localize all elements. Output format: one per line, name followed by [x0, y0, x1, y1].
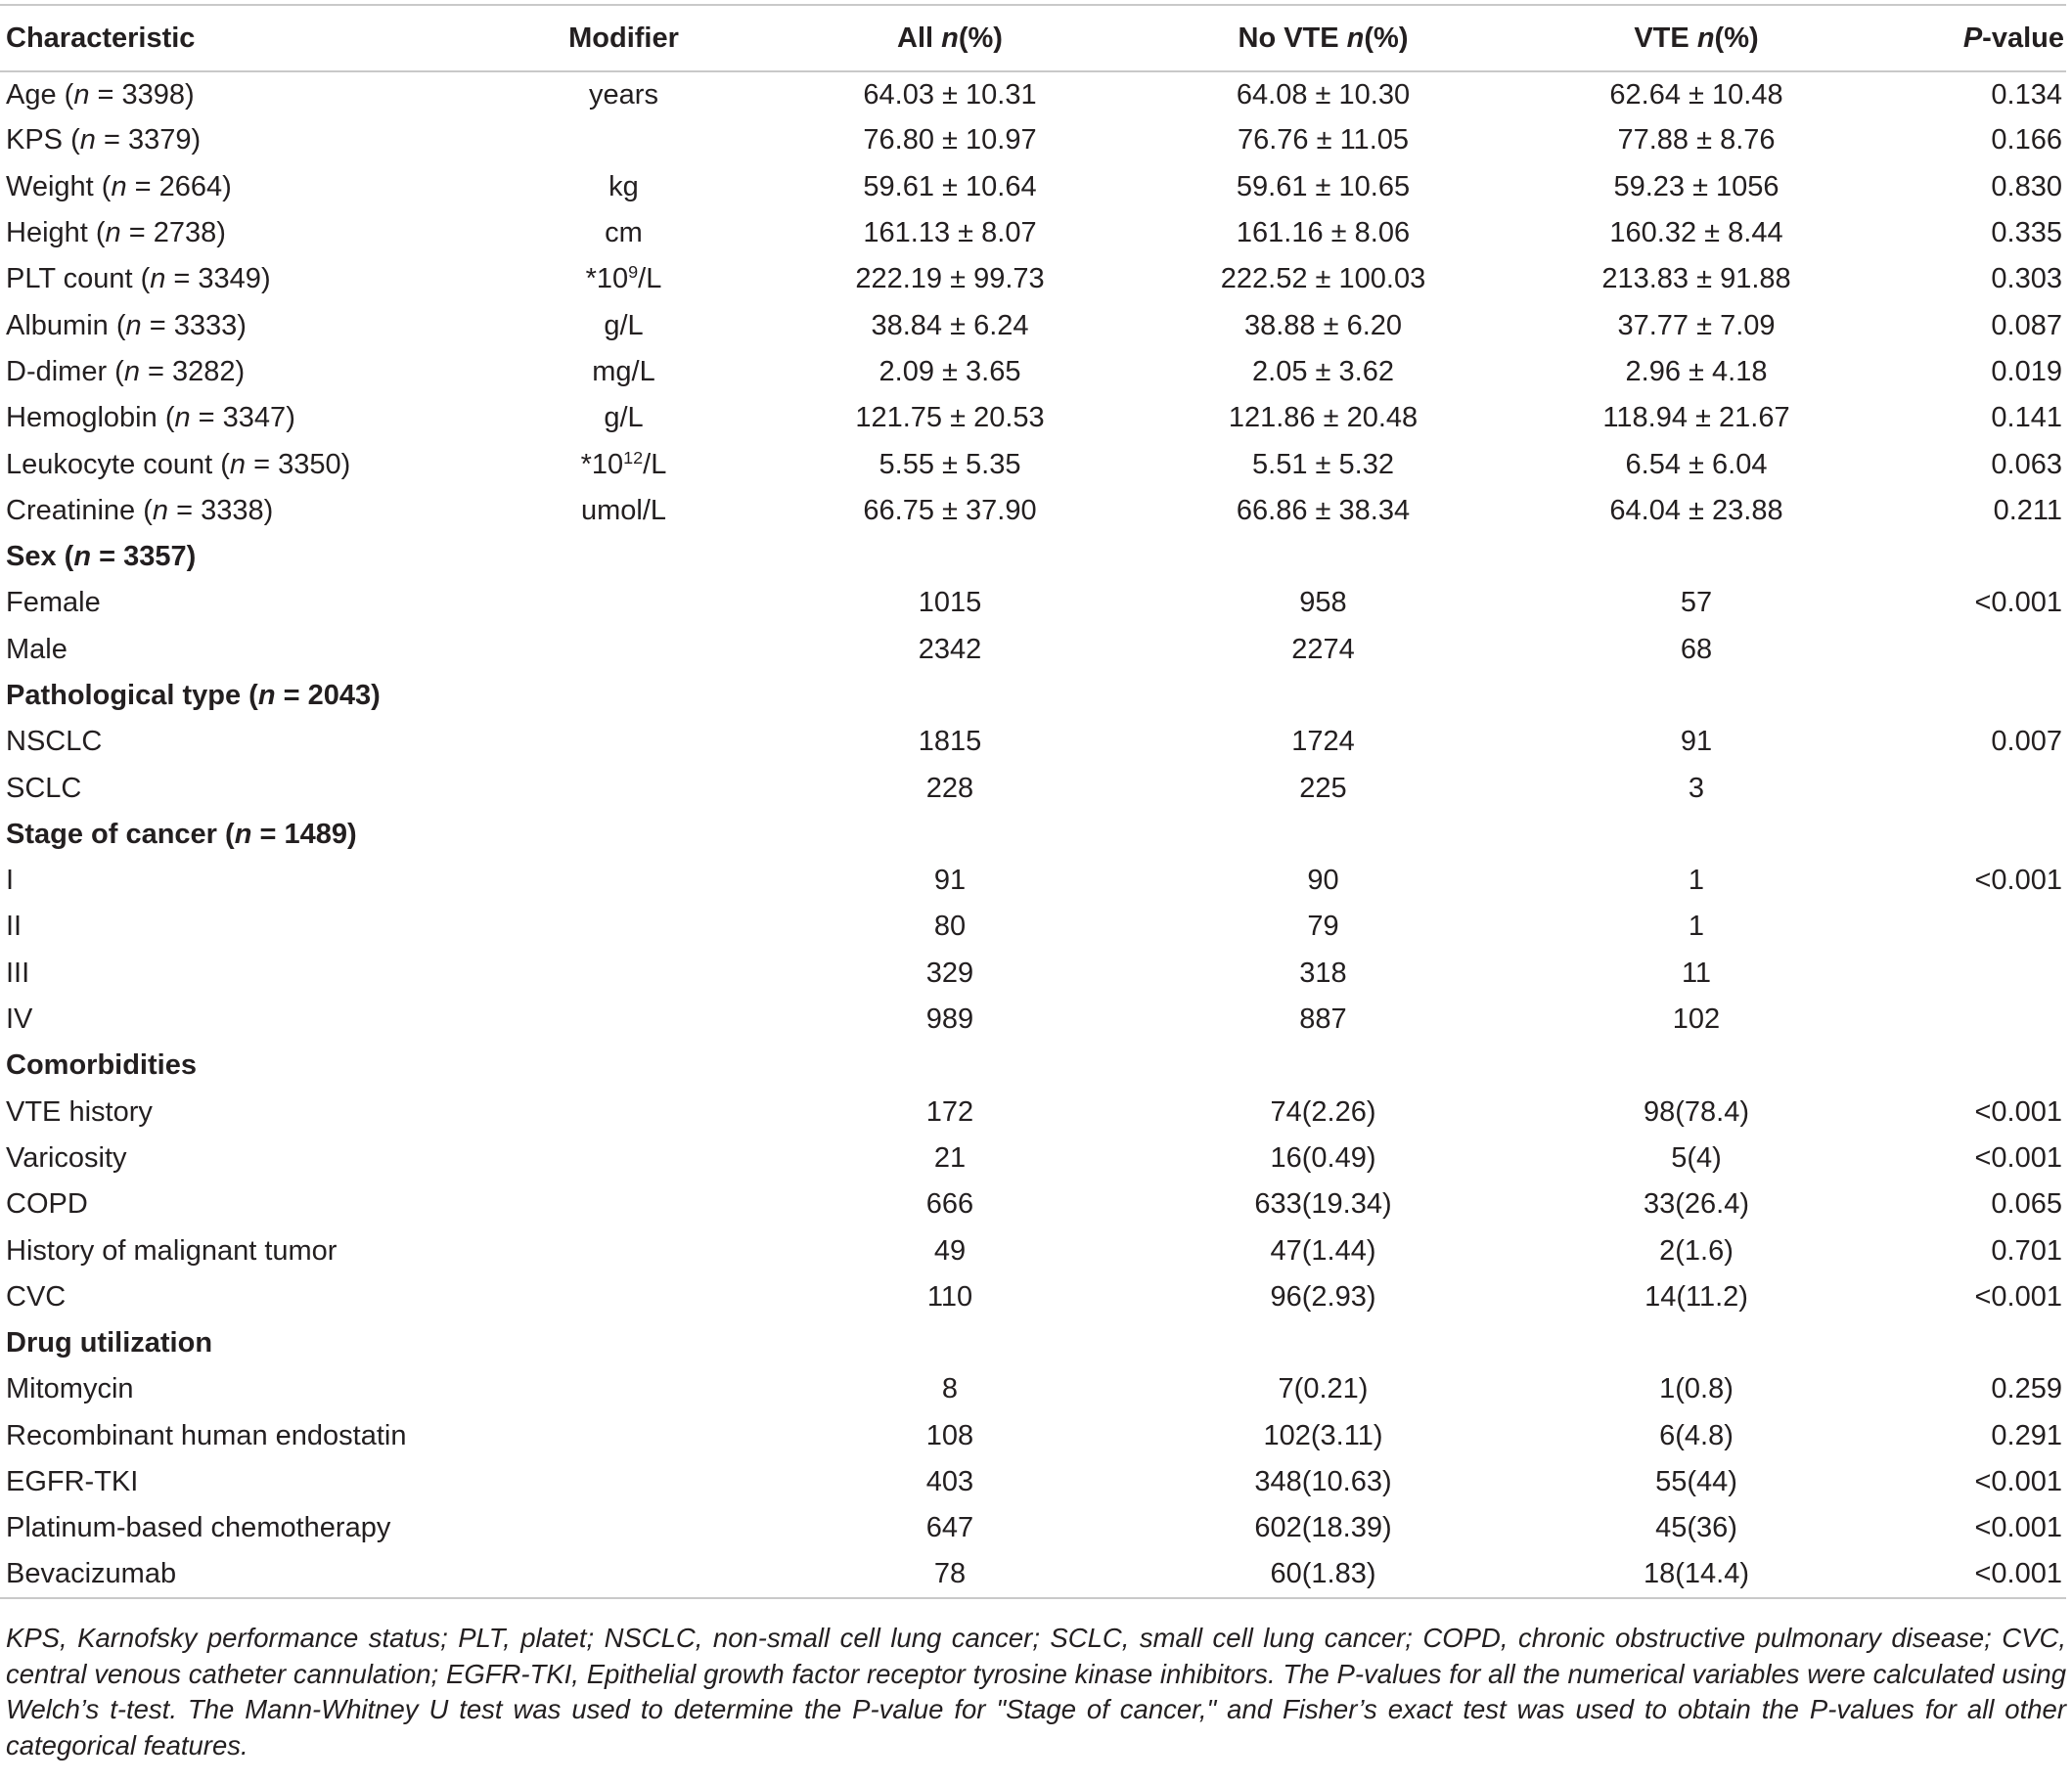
table-row: [0, 858, 2066, 904]
cell-vte: 5(4): [1671, 1141, 1722, 1174]
cell-vte: 59.23 ± 1056: [1613, 170, 1779, 202]
cell-all: 5.55 ± 5.35: [878, 448, 1021, 480]
cell-modifier: [489, 719, 758, 765]
cell-characteristic: History of malignant tumor: [6, 1234, 338, 1267]
cell-all: 8: [941, 1373, 959, 1405]
table-row: [0, 488, 2066, 534]
cell-vte: 45(36): [1655, 1512, 1737, 1544]
cell-pvalue: [1888, 534, 2066, 580]
cell-characteristic: Leukocyte count (n = 3350): [6, 448, 351, 480]
cell-pvalue: <0.001: [1974, 1466, 2062, 1498]
cell-modifier: [489, 1043, 758, 1089]
cell-modifier: [489, 1366, 758, 1412]
cell-no-vte: 64.08 ± 10.30: [1236, 78, 1411, 111]
cell-characteristic: PLT count (n = 3349): [6, 263, 271, 295]
cell-pvalue: [1888, 627, 2066, 673]
table-footnote: KPS, Karnofsky performance status; PLT, platet; NSCLC, non-small cell lung cancer; SCLC, small cell lung cancer; COPD, chronic obstructive pulmonary disease; CVC, central venous catheter cannulation; EGFR-TKI, Epithelial growth factor receptor tyrosine kinase inhibitors. The P-values for all the numerical variables were calculated using Welch’s t-test. The Mann-Whitney U test was used to determine the P-value for "Stage of cancer," and Fisher’s exact test was used to obtain the P-values for all other categorical features.: [6, 1623, 2066, 1761]
cell-pvalue: [1888, 812, 2066, 858]
cell-no-vte: 633(19.34): [1254, 1188, 1392, 1221]
group-header-row: [0, 1043, 2066, 1089]
cell-no-vte: 958: [1299, 587, 1347, 619]
table-row: [0, 904, 2066, 950]
cell-all: 989: [925, 1003, 974, 1036]
cell-no-vte: 74(2.26): [1270, 1095, 1376, 1128]
cell-no-vte: 2274: [1291, 633, 1355, 665]
cell-no-vte: [1142, 1320, 1505, 1366]
table-row: [0, 164, 2066, 210]
table-row: [0, 256, 2066, 302]
cell-modifier: [489, 1090, 758, 1136]
cell-no-vte: 66.86 ± 38.34: [1236, 494, 1411, 526]
cell-vte: 11: [1681, 957, 1712, 989]
cell-all: 2.09 ± 3.65: [878, 355, 1021, 387]
cell-characteristic: Male: [6, 633, 68, 665]
cell-characteristic: Recombinant human endostatin: [6, 1419, 407, 1451]
cell-pvalue: 0.211: [1993, 494, 2062, 526]
characteristics-table: [0, 4, 2066, 1599]
cell-vte: 160.32 ± 8.44: [1609, 217, 1783, 249]
cell-characteristic: EGFR-TKI: [6, 1466, 139, 1498]
cell-vte: [1505, 1043, 1888, 1089]
cell-modifier: g/L: [604, 309, 644, 341]
cell-all: 329: [925, 957, 974, 989]
table-row: [0, 719, 2066, 765]
cell-no-vte: 348(10.63): [1254, 1466, 1392, 1498]
cell-modifier: [489, 951, 758, 997]
table-row: [0, 1181, 2066, 1227]
cell-no-vte: 602(18.39): [1254, 1512, 1392, 1544]
cell-all: [758, 812, 1142, 858]
cell-modifier: [489, 534, 758, 580]
cell-no-vte: 90: [1307, 865, 1339, 897]
cell-vte: 102: [1672, 1003, 1721, 1036]
cell-no-vte: 47(1.44): [1270, 1234, 1376, 1267]
cell-no-vte: 7(0.21): [1278, 1373, 1369, 1405]
cell-pvalue: <0.001: [1974, 1512, 2062, 1544]
cell-all: 38.84 ± 6.24: [871, 309, 1029, 341]
cell-vte: 57: [1680, 587, 1713, 619]
cell-all: 1815: [918, 726, 982, 758]
cell-modifier: [489, 997, 758, 1043]
cell-characteristic: Weight (n = 2664): [6, 170, 232, 202]
cell-modifier: $*10^{12}/L$: [580, 447, 667, 480]
cell-pvalue: [1888, 673, 2066, 719]
cell-modifier: [489, 858, 758, 904]
cell-pvalue: 0.303: [1991, 263, 2062, 295]
cell-all: 647: [925, 1512, 974, 1544]
cell-all: 64.03 ± 10.31: [863, 78, 1037, 111]
cell-no-vte: 59.61 ± 10.65: [1236, 170, 1411, 202]
cell-modifier: [489, 117, 758, 163]
cell-all: 228: [925, 772, 974, 804]
cell-all: 1015: [918, 587, 982, 619]
cell-all: 161.13 ± 8.07: [863, 217, 1037, 249]
table-row: [0, 1459, 2066, 1505]
cell-no-vte: [1142, 1043, 1505, 1089]
cell-all: 121.75 ± 20.53: [855, 402, 1045, 434]
cell-pvalue: [1888, 951, 2066, 997]
cell-vte: 37.77 ± 7.09: [1617, 309, 1776, 341]
cell-characteristic: NSCLC: [6, 726, 103, 758]
cell-modifier: [489, 1413, 758, 1459]
cell-modifier: [489, 765, 758, 811]
cell-no-vte: 318: [1299, 957, 1347, 989]
cell-pvalue: <0.001: [1974, 1095, 2062, 1128]
cell-modifier: [489, 1459, 758, 1505]
cell-modifier: $*10^9/L$: [585, 262, 662, 295]
cell-characteristic: Hemoglobin (n = 3347): [6, 402, 295, 434]
cell-vte: 2.96 ± 4.18: [1625, 355, 1768, 387]
table-row: [0, 302, 2066, 348]
cell-modifier: [489, 673, 758, 719]
cell-pvalue: 0.063: [1991, 448, 2062, 480]
header-row: [0, 5, 2066, 71]
table-row: [0, 951, 2066, 997]
table-row: [0, 1366, 2066, 1412]
cell-pvalue: <0.001: [1888, 1552, 2066, 1598]
table-row: [0, 997, 2066, 1043]
cell-characteristic: VTE history: [6, 1095, 153, 1128]
cell-modifier: [489, 812, 758, 858]
cell-characteristic: D-dimer (n = 3282): [6, 355, 246, 387]
table-row: [0, 1227, 2066, 1273]
cell-all: 222.19 ± 99.73: [855, 263, 1045, 295]
cell-pvalue: 0.019: [1991, 355, 2062, 387]
cell-all: 66.75 ± 37.90: [863, 494, 1037, 526]
cell-all: [758, 673, 1142, 719]
cell-vte: 18(14.4): [1505, 1552, 1888, 1598]
cell-characteristic: Bevacizumab: [0, 1552, 489, 1598]
cell-all: 403: [925, 1466, 974, 1498]
cell-vte: 213.83 ± 91.88: [1601, 263, 1791, 295]
cell-vte: 1: [1688, 865, 1705, 897]
cell-characteristic: Age (n = 3398): [6, 78, 195, 111]
group-header-row: [0, 673, 2066, 719]
cell-vte: 6.54 ± 6.04: [1625, 448, 1768, 480]
cell-modifier: g/L: [604, 402, 644, 434]
cell-modifier: cm: [605, 217, 643, 249]
cell-vte: 68: [1680, 633, 1713, 665]
cell-vte: 62.64 ± 10.48: [1609, 78, 1783, 111]
cell-characteristic: Creatinine (n = 3338): [6, 494, 274, 526]
cell-vte: 98(78.4): [1643, 1095, 1749, 1128]
cell-characteristic: Drug utilization: [6, 1327, 213, 1360]
cell-modifier: [489, 1136, 758, 1181]
cell-pvalue: <0.001: [1974, 865, 2062, 897]
cell-characteristic: Height (n = 2738): [6, 217, 226, 249]
cell-all: 172: [925, 1095, 974, 1128]
cell-modifier: [489, 1552, 758, 1598]
cell-all: 78: [758, 1552, 1142, 1598]
cell-characteristic: Sex (n = 3357): [6, 541, 197, 573]
header-characteristic: Characteristic: [0, 5, 489, 71]
cell-vte: 2(1.6): [1659, 1234, 1734, 1267]
cell-characteristic: III: [6, 957, 30, 989]
cell-characteristic: I: [6, 865, 15, 897]
cell-vte: [1505, 812, 1888, 858]
table-header: [0, 5, 2066, 71]
cell-characteristic: Albumin (n = 3333): [6, 309, 247, 341]
cell-vte: 55(44): [1655, 1466, 1737, 1498]
table-row: [0, 1552, 2066, 1598]
cell-modifier: umol/L: [580, 494, 667, 526]
cell-no-vte: 38.88 ± 6.20: [1243, 309, 1403, 341]
cell-no-vte: 96(2.93): [1270, 1280, 1376, 1313]
cell-characteristic: Varicosity: [6, 1141, 127, 1174]
cell-all: [758, 1043, 1142, 1089]
table-row: [0, 441, 2066, 487]
cell-pvalue: [1888, 765, 2066, 811]
cell-pvalue: 0.291: [1991, 1419, 2062, 1451]
group-header-row: [0, 812, 2066, 858]
cell-pvalue: 0.141: [1991, 402, 2062, 434]
table-row: [0, 1413, 2066, 1459]
cell-all: 110: [926, 1280, 973, 1313]
table-row: [0, 210, 2066, 256]
cell-no-vte: 16(0.49): [1270, 1141, 1376, 1174]
cell-modifier: [489, 627, 758, 673]
cell-vte: 3: [1688, 772, 1705, 804]
table-row: [0, 1505, 2066, 1551]
cell-pvalue: [1888, 1320, 2066, 1366]
cell-no-vte: 1724: [1291, 726, 1355, 758]
cell-vte: [1505, 673, 1888, 719]
cell-pvalue: 0.087: [1991, 309, 2062, 341]
header-all: All n(%): [758, 5, 1142, 71]
header-vte: VTE n(%): [1505, 5, 1888, 71]
cell-no-vte: 79: [1307, 911, 1339, 943]
table-row: [0, 580, 2066, 626]
cell-characteristic: Platinum-based chemotherapy: [6, 1512, 391, 1544]
cell-all: 108: [925, 1419, 974, 1451]
cell-all: 91: [933, 865, 967, 897]
cell-all: 49: [933, 1234, 967, 1267]
cell-vte: 33(26.4): [1643, 1188, 1749, 1221]
table-row: [0, 1274, 2066, 1320]
cell-no-vte: 60(1.83): [1142, 1552, 1505, 1598]
cell-all: 76.80 ± 10.97: [863, 124, 1037, 156]
table-row: [0, 71, 2066, 117]
header-modifier: Modifier: [489, 5, 758, 71]
cell-vte: 6(4.8): [1659, 1419, 1734, 1451]
cell-pvalue: [1888, 1043, 2066, 1089]
cell-vte: 1: [1688, 911, 1705, 943]
cell-pvalue: <0.001: [1974, 1280, 2062, 1313]
cell-pvalue: 0.134: [1991, 78, 2062, 111]
cell-no-vte: 121.86 ± 20.48: [1228, 402, 1419, 434]
cell-no-vte: [1142, 673, 1505, 719]
cell-modifier: kg: [608, 170, 639, 202]
header-pvalue: P-value: [1888, 5, 2066, 71]
cell-vte: 1(0.8): [1659, 1373, 1734, 1405]
cell-pvalue: 0.701: [1991, 1234, 2062, 1267]
cell-characteristic: Comorbidities: [6, 1049, 197, 1082]
table-row: [0, 765, 2066, 811]
cell-pvalue: [1888, 904, 2066, 950]
cell-characteristic: KPS (n = 3379): [6, 124, 202, 156]
cell-vte: 14(11.2): [1644, 1280, 1748, 1313]
cell-all: [758, 534, 1142, 580]
table-row: [0, 349, 2066, 395]
cell-no-vte: 5.51 ± 5.32: [1252, 448, 1394, 480]
cell-pvalue: 0.335: [1991, 217, 2062, 249]
cell-modifier: [489, 1227, 758, 1273]
cell-all: [758, 1320, 1142, 1366]
cell-pvalue: [1888, 997, 2066, 1043]
cell-modifier: [489, 1320, 758, 1366]
table-row: [0, 1136, 2066, 1181]
table-body: [0, 71, 2066, 1598]
cell-vte: 64.04 ± 23.88: [1609, 494, 1783, 526]
cell-modifier: mg/L: [592, 355, 655, 387]
cell-pvalue: 0.166: [1991, 124, 2062, 156]
cell-vte: [1505, 534, 1888, 580]
cell-characteristic: Female: [6, 587, 101, 619]
cell-no-vte: [1142, 812, 1505, 858]
cell-modifier: [489, 1274, 758, 1320]
cell-characteristic: SCLC: [6, 772, 82, 804]
cell-modifier: [489, 904, 758, 950]
cell-vte: 91: [1680, 726, 1713, 758]
cell-no-vte: 102(3.11): [1263, 1419, 1383, 1451]
cell-characteristic: Pathological type (n = 2043): [6, 680, 381, 711]
cell-pvalue: 0.259: [1991, 1373, 2062, 1405]
cell-no-vte: 161.16 ± 8.06: [1236, 217, 1411, 249]
cell-no-vte: 76.76 ± 11.05: [1237, 124, 1410, 156]
table-row: [0, 395, 2066, 441]
cell-pvalue: 0.065: [1991, 1188, 2062, 1221]
table-row: [0, 1090, 2066, 1136]
cell-pvalue: 0.007: [1991, 726, 2062, 758]
cell-all: 666: [925, 1188, 974, 1221]
cell-characteristic: Stage of cancer (n = 1489): [6, 818, 357, 850]
cell-characteristic: Mitomycin: [6, 1373, 134, 1405]
cell-all: 2342: [918, 633, 982, 665]
cell-all: 80: [933, 911, 967, 943]
cell-characteristic: IV: [6, 1003, 33, 1036]
group-header-row: [0, 1320, 2066, 1366]
cell-pvalue: <0.001: [1974, 1141, 2062, 1174]
table-row: [0, 117, 2066, 163]
cell-vte: [1505, 1320, 1888, 1366]
cell-characteristic: II: [6, 911, 23, 943]
cell-modifier: [489, 1181, 758, 1227]
cell-characteristic: CVC: [6, 1280, 67, 1313]
group-header-row: [0, 534, 2066, 580]
cell-all: 59.61 ± 10.64: [863, 170, 1037, 202]
cell-no-vte: [1142, 534, 1505, 580]
cell-modifier: [489, 1505, 758, 1551]
cell-no-vte: 2.05 ± 3.62: [1252, 355, 1394, 387]
cell-vte: 77.88 ± 8.76: [1617, 124, 1776, 156]
cell-characteristic: COPD: [6, 1188, 88, 1221]
cell-modifier: years: [589, 78, 658, 111]
cell-no-vte: 222.52 ± 100.03: [1220, 263, 1426, 295]
cell-modifier: [489, 580, 758, 626]
cell-all: 21: [933, 1141, 967, 1174]
cell-no-vte: 887: [1299, 1003, 1347, 1036]
cell-no-vte: 225: [1299, 772, 1347, 804]
cell-pvalue: <0.001: [1974, 587, 2062, 619]
table-row: [0, 627, 2066, 673]
cell-vte: 118.94 ± 21.67: [1602, 402, 1790, 434]
cell-pvalue: 0.830: [1991, 170, 2062, 202]
header-no-vte: No VTE n(%): [1142, 5, 1505, 71]
